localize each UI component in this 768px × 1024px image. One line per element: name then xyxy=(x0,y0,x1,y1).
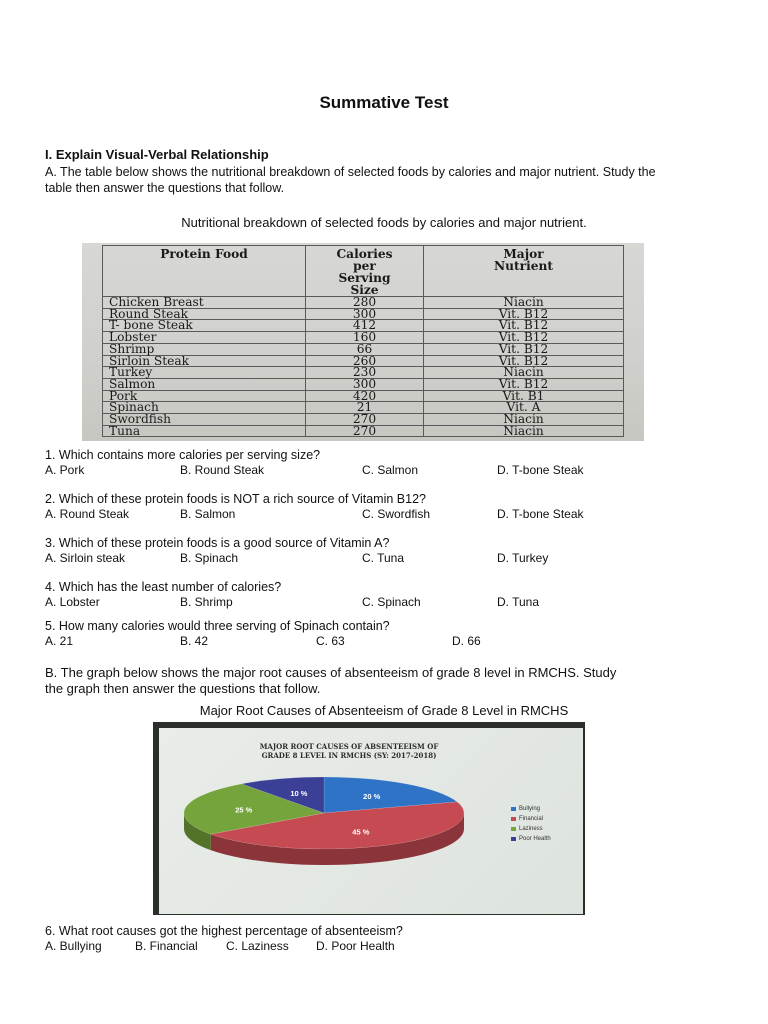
legend-swatch xyxy=(511,827,516,831)
q6-option-b[interactable]: B. Financial xyxy=(135,939,198,953)
cell-nutrient: Niacin xyxy=(424,425,624,437)
cell-nutrient: Vit. B12 xyxy=(424,355,624,367)
cell-calories: 412 xyxy=(306,320,424,332)
cell-nutrient: Vit. B12 xyxy=(424,332,624,344)
table-header-row xyxy=(103,246,624,297)
cell-food: T- bone Steak xyxy=(103,320,306,332)
table-caption: Nutritional breakdown of selected foods by calories and major nutrient. xyxy=(181,215,587,230)
q5-option-b[interactable]: B. 42 xyxy=(180,634,209,648)
cell-food: Chicken Breast xyxy=(103,297,306,309)
legend-label: Bullying xyxy=(519,806,541,812)
cell-calories: 270 xyxy=(306,425,424,437)
cell-food: Tuna xyxy=(103,425,306,437)
q2-option-a[interactable]: A. Round Steak xyxy=(45,507,130,521)
cell-food: Salmon xyxy=(103,378,306,390)
table-row xyxy=(103,425,624,437)
cell-nutrient: Vit. B12 xyxy=(424,378,624,390)
cell-food: Shrimp xyxy=(103,343,306,355)
cell-nutrient: Vit. B12 xyxy=(424,343,624,355)
legend-item-poor-health xyxy=(511,834,551,844)
instruction-b-line1: B. The graph below shows the major root causes of absenteeism of grade 8 level in RMCHS. Study xyxy=(45,665,617,680)
cell-food: Round Steak xyxy=(103,308,306,320)
section-heading: I. Explain Visual-Verbal Relationship xyxy=(45,147,269,162)
chart-caption: Major Root Causes of Absenteeism of Grade 8 Level in RMCHS xyxy=(199,703,569,718)
cell-food: Lobster xyxy=(103,332,306,344)
chart-title-line2: GRADE 8 LEVEL IN RMCHS (SY: 2017-2018) xyxy=(261,751,437,760)
pie-label-poor-health: 10 % xyxy=(290,789,308,799)
q3-option-a[interactable]: A. Sirloin steak xyxy=(45,551,126,565)
instruction-a-line1: A. The table below shows the nutritional breakdown of selected foods by calories and major nutrient. Study the xyxy=(45,165,656,179)
cell-calories: 160 xyxy=(306,332,424,344)
q5-option-c[interactable]: C. 63 xyxy=(316,634,345,648)
cell-calories: 300 xyxy=(306,308,424,320)
cell-nutrient: Vit. B12 xyxy=(424,308,624,320)
cell-calories: 270 xyxy=(306,414,424,426)
absenteeism-chart-photo xyxy=(153,722,585,915)
q4-option-a[interactable]: A. Lobster xyxy=(45,595,100,609)
chart-screen xyxy=(159,728,583,914)
header-calories: Calories per Serving Size xyxy=(306,246,424,297)
page-title: Summative Test xyxy=(319,93,449,112)
header-major-nutrient: Major Nutrient xyxy=(424,246,624,297)
q5-option-d[interactable]: D. 66 xyxy=(452,634,481,648)
legend-swatch xyxy=(511,837,516,841)
instruction-b-line2: the graph then answer the questions that follow. xyxy=(45,681,321,696)
cell-calories: 230 xyxy=(306,367,424,379)
cell-nutrient: Niacin xyxy=(424,297,624,309)
chart-title-line1: MAJOR ROOT CAUSES OF ABSENTEEISM OF xyxy=(259,742,439,751)
legend-item-bullying xyxy=(511,804,551,814)
question-2: 2. Which of these protein foods is NOT a rich source of Vitamin B12? xyxy=(45,492,426,506)
chart-legend xyxy=(511,804,551,844)
cell-nutrient: Niacin xyxy=(424,367,624,379)
q1-option-b[interactable]: B. Round Steak xyxy=(180,463,265,477)
nutrition-table xyxy=(102,245,624,437)
q5-option-a[interactable]: A. 21 xyxy=(45,634,74,648)
cell-food: Pork xyxy=(103,390,306,402)
q3-option-d[interactable]: D. Turkey xyxy=(497,551,549,565)
cell-food: Sirloin Steak xyxy=(103,355,306,367)
pie-label-financial: 45 % xyxy=(352,827,370,837)
instruction-a-line2: table then answer the questions that follow. xyxy=(45,181,285,195)
q4-option-c[interactable]: C. Spinach xyxy=(362,595,421,609)
q2-option-d[interactable]: D. T-bone Steak xyxy=(497,507,584,521)
q3-option-c[interactable]: C. Tuna xyxy=(362,551,405,565)
cell-nutrient: Vit. B12 xyxy=(424,320,624,332)
header-protein-food: Protein Food xyxy=(103,246,306,297)
question-3: 3. Which of these protein foods is a good source of Vitamin A? xyxy=(45,536,390,550)
q6-option-a[interactable]: A. Bullying xyxy=(45,939,102,953)
legend-item-laziness xyxy=(511,824,551,834)
cell-food: Turkey xyxy=(103,367,306,379)
question-6: 6. What root causes got the highest percentage of absenteeism? xyxy=(45,924,403,938)
cell-food: Spinach xyxy=(103,402,306,414)
pie-label-bullying: 20 % xyxy=(363,792,381,802)
nutrition-table-photo xyxy=(82,243,644,441)
cell-calories: 420 xyxy=(306,390,424,402)
q1-option-a[interactable]: A. Pork xyxy=(45,463,85,477)
question-1: 1. Which contains more calories per serving size? xyxy=(45,448,321,462)
cell-nutrient: Vit. A xyxy=(424,402,624,414)
q6-option-d[interactable]: D. Poor Health xyxy=(316,939,395,953)
cell-nutrient: Vit. B1 xyxy=(424,390,624,402)
q1-option-c[interactable]: C. Salmon xyxy=(362,463,419,477)
legend-label: Laziness xyxy=(519,826,543,832)
cell-calories: 66 xyxy=(306,343,424,355)
question-4: 4. Which has the least number of calories? xyxy=(45,580,282,594)
q1-option-d[interactable]: D. T-bone Steak xyxy=(497,463,584,477)
cell-calories: 260 xyxy=(306,355,424,367)
q2-option-b[interactable]: B. Salmon xyxy=(180,507,236,521)
q4-option-d[interactable]: D. Tuna xyxy=(497,595,540,609)
legend-label: Poor Health xyxy=(519,836,551,842)
pie-label-laziness: 25 % xyxy=(235,805,253,815)
cell-food: Swordfish xyxy=(103,414,306,426)
q2-option-c[interactable]: C. Swordfish xyxy=(362,507,431,521)
q4-option-b[interactable]: B. Shrimp xyxy=(180,595,233,609)
legend-item-financial xyxy=(511,814,551,824)
legend-swatch xyxy=(511,817,516,821)
q3-option-b[interactable]: B. Spinach xyxy=(180,551,239,565)
legend-label: Financial xyxy=(519,816,544,822)
legend-swatch xyxy=(511,807,516,811)
cell-calories: 21 xyxy=(306,402,424,414)
cell-calories: 300 xyxy=(306,378,424,390)
q6-option-c[interactable]: C. Laziness xyxy=(226,939,289,953)
cell-nutrient: Niacin xyxy=(424,414,624,426)
cell-calories: 280 xyxy=(306,297,424,309)
question-5: 5. How many calories would three serving of Spinach contain? xyxy=(45,619,390,633)
